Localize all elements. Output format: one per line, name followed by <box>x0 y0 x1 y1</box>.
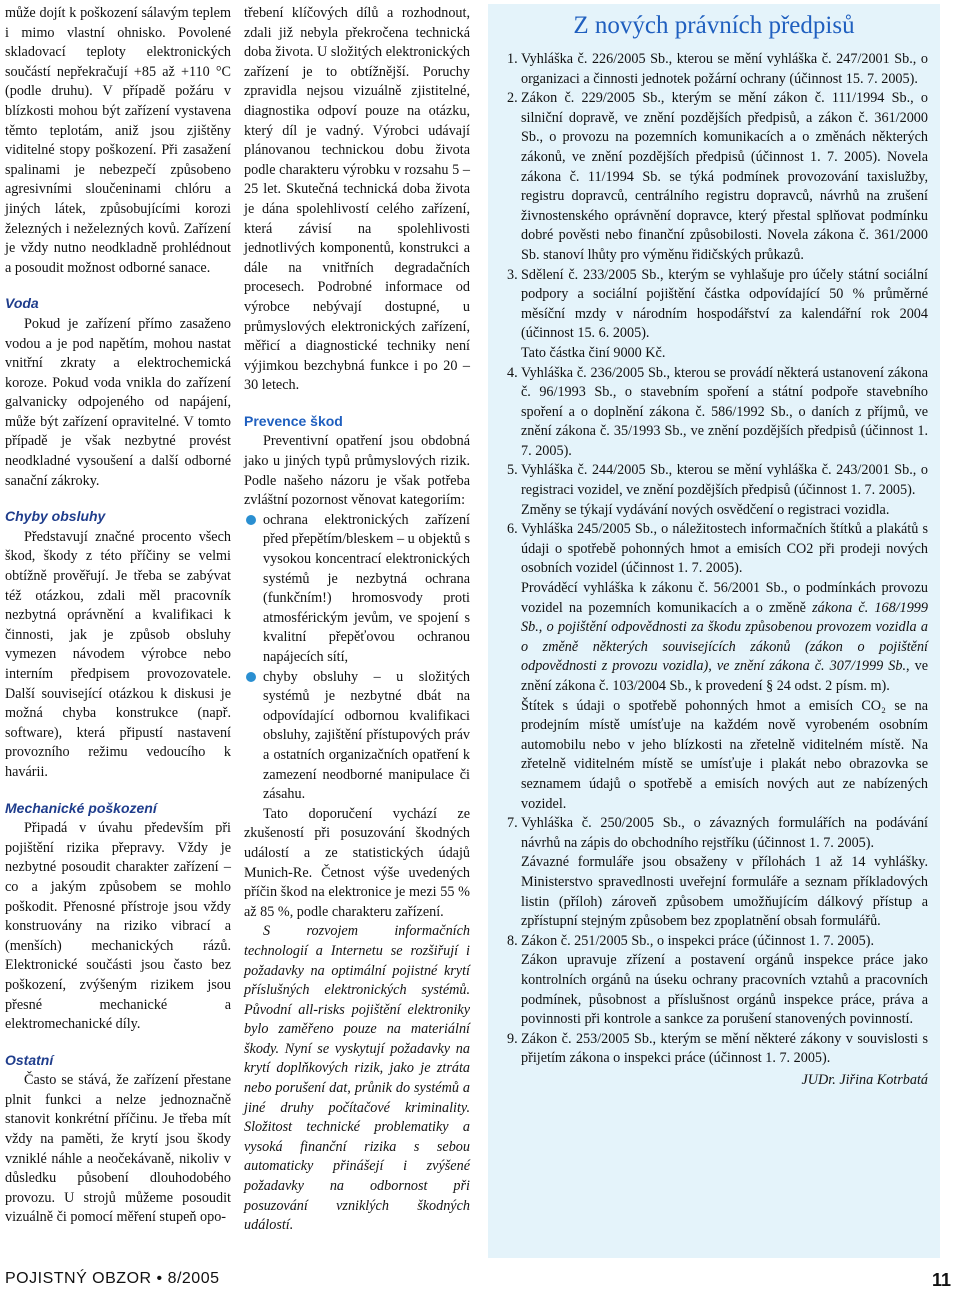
section-heading-ostatni: Ostatní <box>5 1051 54 1068</box>
list-item: 6. Vyhláška 245/2005 Sb., o náležitostech informačních štítků a plakátů s údaji o spotřebě pohonných hmot a emisích CO2 při prodeji nových osobních vozidel (účinnost 1. 7. 2005). Prováděcí vyhláška k zákonu č. 56/2001 Sb., o podmínkách provozu vozidel na pozemních komunikacích a o změně zákona č. 168/1999 Sb., o pojištění odpovědnosti za škodu způsobenou provozem vozidla a o změně některých souvisejících zákonů (zákon o pojištění odpovědnosti z provozu vozidla), ve znění zákona č. 307/1999 Sb., ve znění zákona č. 103/2004 Sb., k provedení § 24 odst. 2 písm. m). Štítek s údaji o spotřebě pohonných hmot a emisích CO₂ se na prodejním místě umísťuje na každém nově vyrobeném osobním automobilu nebo v jeho blízkosti na zřetelně viditelném místě. Na zřetelně viditelném místě se umísťuje i plakát nebo obrazovka se seznamem údajů o spotřebě a emisích nových aut ze nabízených vozidel. <box>507 521 928 812</box>
section-heading-voda: Voda <box>5 295 39 312</box>
paragraph: Často se stává, že zařízení přestane plnit funkci a nelze jednoznačně stanovit konkrétní příčinu. Je třeba mít vždy na paměti, že krytí jsou škody vzniklé náhle a neočekávaně, nikoliv v důsledku působení dlouhodobého provozu. U strojů můžeme posoudit vizuálně či pomocí měření stupeň opo- <box>5 1072 231 1226</box>
section-heading-prevence: Prevence škod <box>244 412 343 429</box>
list-item: 9. Zákon č. 253/2005 Sb., kterým se mění některé zákony v souvislosti s přijetím zákona o inspekci práce (účinnost 1. 7. 2005). <box>507 1030 928 1067</box>
paragraph: Pokud je zařízení přímo zasaženo vodou a je pod napětím, mohou nastat vnitřní zkraty a elektrochemická koroze. Pokud voda vnikla do zařízení galvanicky odpojeného od napájení, může být zařízení opravitelné. V tomto případě je však nezbytné provést neodkladné vysoušení a další odborné sanační zákroky. <box>5 315 231 489</box>
author-signature: JUDr. Jiřina Kotrbatá <box>801 1071 928 1088</box>
list-item: 1. Vyhláška č. 226/2005 Sb., kterou se mění vyhláška č. 247/2001 Sb., o organizaci a činnosti jednotek požární ochrany (účinnost 15. 7. 2005). <box>507 51 928 87</box>
paragraph: Představují značné procento všech škod, škody z této příčiny se velmi obtížně prověřují. Je třeba se zabývat též otázkou, zdali měl pracovník nezbytná oprávnění a kvalifikaci k činnosti, jak je způsob obsluhy vymezen návodem výrobce nebo interním předpisem provozovatele. Další související otázkou k diskusi je možná chyba konstrukce (např. software), která připustí nastavení provozního režimu vedoucího k havárii. <box>5 528 231 780</box>
paragraph: třebení klíčových dílů a rozhodnout, zdali již nebyla překročena technická doba života. U složitých elektronických zařízení je to obtížnější. Poruchy zpravidla nejsou vizuálně zjistitelné, diagnostika odpoví pouze na otázku, který díl je vadný. Výrobci udávají plánovanou technickou dobu života podle charakteru výrobku v rozsahu 5 – 25 let. Skutečná technická doba života je dána spolehlivostí celého zařízení, která závisí na spolehlivosti jednotlivých komponentů, konstrukci a dále na vnitřních degradačních procesech. Podrobné informace od výrobce nebývají dostupné, u průmyslových elektronických zařízení, měřicí a diagnostické techniky není výjimkou bezchybná funkce i po 20 – 30 letech. <box>244 5 470 394</box>
column-1 <box>5 4 231 1228</box>
list-item: 8. Zákon č. 251/2005 Sb., o inspekci práce (účinnost 1. 7. 2005). Zákon upravuje zřízení a postavení orgánů inspekce práce jako kontrolních orgánů na úseku ochrany pracovních vztahů a pracovních podmínek, působnost a příslušnost orgánů inspekce práce, práva a povinnosti při kontrole a sankce za porušení stanovených povinností. <box>507 932 928 1028</box>
paragraph: Preventivní opatření jsou obdobná jako u jiných typů průmyslových rizik. Podle našeho názoru je však potřeba zvláštní pozornost věnovat kategoriím: <box>244 433 470 509</box>
list-item: 7. Vyhláška č. 250/2005 Sb., o závazných formulářích na podávání návrhů na zápis do obchodního rejstříku (účinnost 1. 7. 2005). Závazné formuláře jsou obsaženy v přílohách 1 až 14 vyhlášky. Ministerstvo spravedlnosti uveřejní formuláře a seznam příkladových listin (příloh) zároveň způsobem umožňujícím dálkový přístup a zpřístupní stejným způsobem bez zpoplatnění obsah formulářů. <box>507 815 928 930</box>
list-item: chyby obsluhy – u složitých systémů je nezbytné dbát na odpovídající odbornou kvalifikaci obsluhy, zajištění přístupových práv a ostatních organizačních opatření k zamezení neodborné manipulace či zásahu. <box>244 668 470 805</box>
list-item: 3. Sdělení č. 233/2005 Sb., kterým se vyhlašuje pro účely státní sociální podpory a sociální pojištění částka odpovídající 50 % průměrné měsíční mzdy v národním hospodářství za kalendářní rok 2004 (účinnost 15. 6. 2005). Tato částka činí 9000 Kč. <box>507 266 928 361</box>
list-item: 5. Vyhláška č. 244/2005 Sb., kterou se mění vyhláška č. 243/2001 Sb., o registraci vozidel, ve znění pozdějších předpisů (účinnost 1. 7. 2005). Změny se týkají vydávání nových osvědčení o registraci vozidla. <box>507 462 928 518</box>
bullet-icon <box>246 672 256 682</box>
bullet-icon <box>246 515 256 525</box>
paragraph: může dojít k poškození sálavým teplem i mimo vlastní ohnisko. Povolené skladovací teploty elektronických součástí nepřekračují +85 až +110 °C (podle druhu). V případě požáru v blízkosti mohou být zařízení vystavena těmto teplotám, aniž jsou zjištěny viditelné stopy poškození. Při zasažení spalinami je nebezpečí způsobeno agresivními sloučeninami chlóru a jiných látek, způsobujícími korozi železných i neželezných kovů. Zařízení je vždy nutno neodkladně prohlédnout a posoudit možnost odborné sanace. <box>5 5 231 276</box>
journal-footer: POJISTNÝ OBZOR • 8/2005 <box>5 1270 220 1287</box>
box-title: Z nových právních předpisů <box>573 12 855 39</box>
column-3 <box>488 8 940 1090</box>
section-heading-chyby: Chyby obsluhy <box>5 508 106 525</box>
column-2 <box>244 4 470 1236</box>
paragraph: Tato doporučení vychází ze zkušeností při posuzování škodných událostí a ze statistických údajů Munich-Re. Četnost výše uvedených příčin škod na elektronice je mezi 55 % až 85 %, podle charakteru zařízení. <box>244 805 470 920</box>
list-item: ochrana elektronických zařízení před přepětím/bleskem – u objektů s vysokou koncentrací elektronických systémů je nezbytná ochrana (funkčním!) hromosvody proti atmosférickým jevům, ve spojení s kvalitní přepěťovou ochranou napájecích sítí, <box>244 511 470 668</box>
paragraph: Připadá v úvahu především při pojištění rizika přepravy. Vždy je nezbytné posoudit charakter zařízení – co a jakým způsobem se mohlo poškodit. Přenosné přístroje jsou vždy konstruovány na riziko vibrací a (menších) mechanických rázů. Elektronické součásti jsou často bez poškození, zvýšeným rizikem jsou přesné mechanické a elektromechanické díly. <box>5 820 231 1033</box>
bullet-list <box>244 511 470 805</box>
page-number: 11 <box>932 1270 952 1290</box>
law-list <box>488 50 940 1069</box>
list-item: 2. Zákon č. 229/2005 Sb., kterým se mění zákon č. 111/1994 Sb., o silniční dopravě, ve znění pozdějších předpisů, a zákon č. 361/2000 Sb., o provozu na pozemních komunikacích a o změnách některých zákonů, ve znění pozdějších předpisů (účinnost 1. 7. 2005). Novela zákona č. 11/1994 Sb. se týká podmínek provozování taxislužby, registru dopravců, centrálního registru dopravců, návrhů na zrušení živnostenského oprávnění dopravce, který přestal splňovat podmínku dobré pověsti nebo finanční způsobilosti. Novela zákona č. 361/2000 Sb. stanoví lhůty pro výměnu řidičských průkazů. <box>507 90 928 263</box>
list-item: 4. Vyhláška č. 236/2005 Sb., kterou se provádí některá ustanovení zákona č. 96/1993 Sb., o stavebním spoření a státní podpoře stavebního spoření a o doplnění zákona č. 586/1992 Sb., o daních z příjmů, ve znění zákona č. 35/1993 Sb., ve znění pozdějších předpisů (účinnost 1. 7. 2005). <box>507 364 928 459</box>
section-heading-mechanicke: Mechanické poškození <box>5 799 157 816</box>
paragraph-italic: S rozvojem informačních technologií a Internetu se rozšiřují i požadavky na optimální pojistné krytí příslušných elektronických systémů. Původní all-risks pojištění elektroniky bylo zaměřeno pouze na materiální škody. Nyní se vyskytují požadavky na krytí doplňkových rizik, jako je ztráta nebo porušení dat, průnik do systémů a jiné druhy počítačové kriminality. Složitost technické problematiky a vysoká finanční rizika s sebou automaticky přinášejí i zvýšené požadavky na odbornost při posuzování vzniklých škodných událostí. <box>244 923 470 1234</box>
